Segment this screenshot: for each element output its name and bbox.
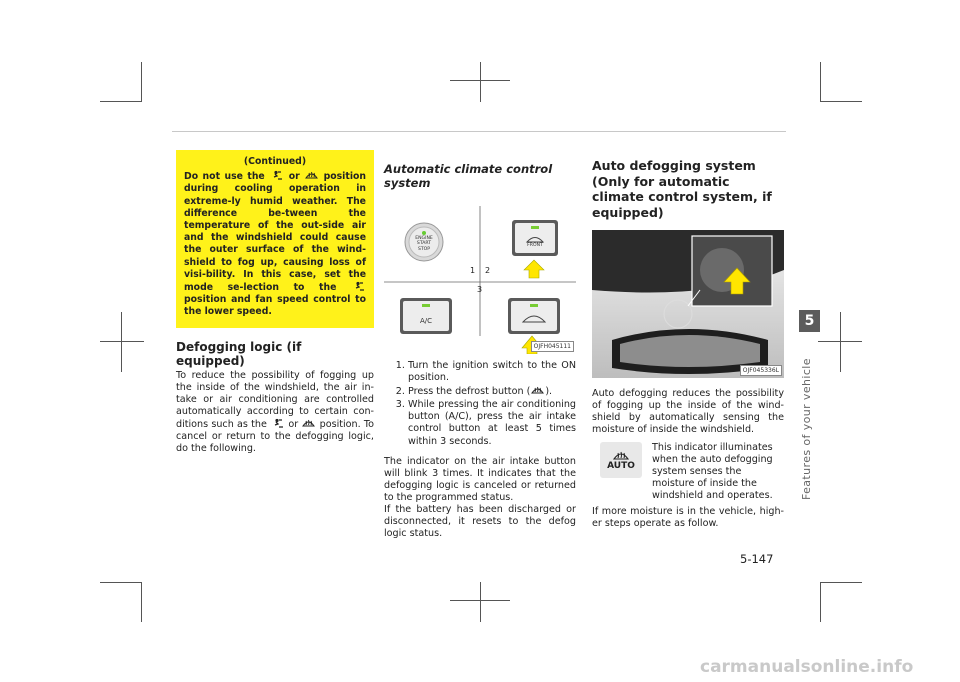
start-label-line: ENGINE	[415, 236, 433, 241]
warning-heading: (Continued)	[243, 156, 307, 167]
crop-mark	[100, 582, 142, 583]
warning-text-part: Do not use the	[184, 171, 265, 183]
paragraph-part: To reduce the possibility of fogging up the inside of the windshield, the air in-take or air conditioning are controlled automatically according to certain con-ditions such as the	[176, 369, 374, 431]
figure-code: OJF045336L	[740, 365, 782, 376]
crop-mark	[840, 312, 841, 372]
start-button-label	[408, 236, 440, 252]
watermark: carmanualsonline.info	[700, 657, 914, 677]
crop-mark	[100, 101, 142, 102]
chapter-title: Features of your vehicle	[800, 358, 813, 500]
warning-box	[176, 150, 374, 328]
defrost-icon	[531, 385, 544, 395]
figure-code: OJFH045111	[531, 341, 574, 352]
step-3: 3. While pressing the air conditioning button (A/C), press the air intake control button at least 5 times within 3 seconds.	[408, 399, 576, 447]
header-rule	[172, 131, 786, 132]
defogging-logic-heading: Defogging logic (if equipped)	[176, 339, 302, 368]
crop-mark	[100, 341, 144, 342]
crop-mark	[450, 600, 510, 601]
callout-3: 3	[477, 285, 483, 294]
rearview-mirror-photo	[592, 230, 784, 378]
auto-indicator-description: This indicator illuminates when the auto defogging system senses the moisture of inside the windshield and operates.	[652, 442, 773, 502]
start-label-line: STOP	[417, 246, 431, 252]
climate-buttons-figure	[384, 206, 576, 354]
floor-defrost-mode-icon	[271, 418, 284, 428]
defrost-icon	[305, 170, 318, 180]
step-2	[408, 385, 576, 398]
crop-mark	[820, 62, 821, 102]
floor-defrost-mode-icon	[270, 170, 283, 180]
column-left	[176, 150, 374, 455]
warning-text-part: position and fan speed control to the lower speed.	[184, 294, 366, 318]
auto-defog-indicator	[600, 442, 642, 478]
crop-mark	[141, 62, 142, 102]
climate-buttons-illustration	[384, 206, 576, 354]
auto-indicator-row	[592, 442, 784, 502]
crop-mark	[820, 582, 821, 622]
chapter-tab: 5	[799, 310, 820, 332]
battery-paragraph: If the battery has been discharged or disconnected, it resets to the defog logic status.	[384, 504, 576, 540]
crop-mark	[820, 101, 862, 102]
defrost-icon	[613, 449, 629, 460]
warning-text	[184, 170, 366, 318]
auto-indicator-label: AUTO	[607, 461, 635, 472]
paragraph-part: or	[288, 419, 299, 431]
crop-mark	[818, 341, 862, 342]
crop-mark	[480, 582, 481, 622]
automatic-climate-heading: Automatic climate control system	[384, 162, 553, 190]
column-right	[592, 150, 784, 531]
step-2-text: ).	[545, 386, 553, 398]
start-label-line: START	[416, 241, 432, 247]
warning-text-part: position during cooling operation in extreme-ly humid weather. The difference be-tween the temperature of the out-side air and the windshield could cause the outer surface of the wind-shield to fog up, causing loss of visi-bility. In this case, set the mode se-lection to the	[184, 171, 367, 294]
rearview-mirror-illustration	[592, 230, 784, 378]
blink-paragraph: The indicator on the air intake button will blink 3 times. It indicates that the defogging logic is canceled or returned to the programmed status.	[384, 455, 576, 503]
column-middle	[384, 150, 576, 540]
auto-defogging-paragraph: Auto defogging reduces the possibility of fogging up the inside of the wind-shield by automatically sensing the moisture of inside the windshield.	[592, 388, 784, 436]
steps-list	[384, 360, 576, 448]
warning-text-part: or	[288, 171, 300, 183]
step-1: 1. Turn the ignition switch to the ON position.	[408, 360, 576, 384]
defrost-icon	[302, 418, 315, 428]
floor-defrost-mode-icon	[352, 281, 365, 291]
front-button-label: FRONT	[527, 243, 543, 248]
crop-mark	[480, 62, 481, 102]
crop-mark	[141, 582, 142, 622]
crop-mark	[450, 80, 510, 81]
step-2-text: Press the defrost button (	[408, 386, 531, 398]
crop-mark	[820, 582, 862, 583]
paragraph-part: position. To cancel or return to the defogging logic, do the following.	[176, 419, 374, 455]
crop-mark	[121, 312, 122, 372]
page-number: 5-147	[740, 552, 774, 566]
callout-1: 1	[470, 266, 476, 275]
auto-defogging-heading: Auto defogging system (Only for automatic climate control system, if equipped)	[592, 158, 772, 220]
callout-2: 2	[485, 266, 491, 275]
defogging-logic-paragraph	[176, 370, 374, 456]
ac-button-label: A/C	[419, 317, 433, 325]
moisture-paragraph: If more moisture is in the vehicle, high-er steps operate as follow.	[592, 506, 784, 530]
